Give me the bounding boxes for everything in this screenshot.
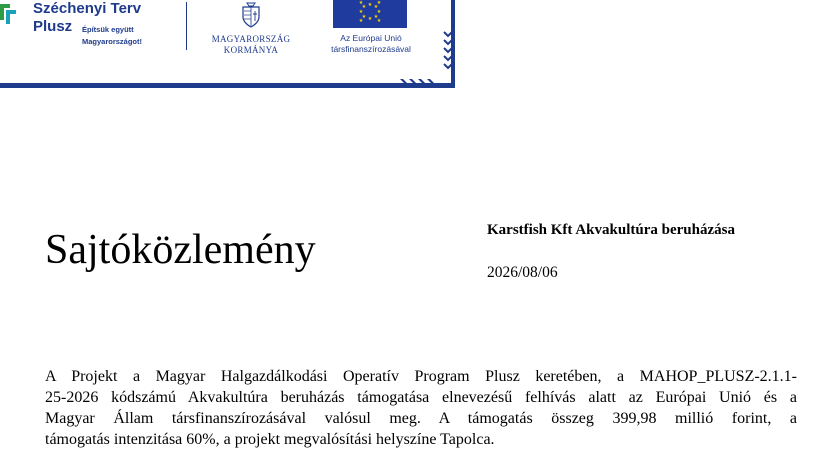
svg-text:★: ★ bbox=[361, 14, 367, 20]
svg-text:★: ★ bbox=[361, 4, 367, 10]
szechenyi-tagline-1: Építsük együtt bbox=[82, 25, 134, 34]
hungarian-crest-icon bbox=[238, 0, 264, 28]
svg-text:★: ★ bbox=[367, 16, 373, 22]
szechenyi-tagline-2: Magyarországot! bbox=[82, 37, 143, 46]
szechenyi-title: Széchenyi Terv bbox=[33, 0, 142, 17]
paragraph-line: 25-2026 kódszámú Akvakultúra beruházás támogatása elnevezésű felhívás alatt az Európai Unió és a bbox=[45, 389, 797, 406]
eu-line-2: társfinanszírozásával bbox=[331, 44, 411, 54]
chevron-decoration-icon bbox=[442, 30, 454, 78]
document-title: Sajtóközlemény bbox=[45, 227, 316, 273]
logo-divider bbox=[186, 2, 187, 50]
project-name: Karstfish Kft Akvakultúra beruházása bbox=[487, 222, 735, 238]
szechenyi-terv-logo-icon bbox=[0, 0, 16, 24]
body-paragraph bbox=[45, 366, 797, 450]
svg-text:★: ★ bbox=[358, 0, 364, 6]
eu-line-1: Az Európai Unió bbox=[340, 33, 402, 43]
eu-flag-icon bbox=[333, 0, 407, 28]
document-date: 2026/08/06 bbox=[487, 264, 558, 281]
szechenyi-plusz: Plusz bbox=[33, 18, 73, 35]
svg-text:★: ★ bbox=[376, 0, 382, 6]
government-line-1: MAGYARORSZÁG bbox=[211, 34, 291, 44]
svg-text:★: ★ bbox=[373, 4, 379, 10]
svg-text:★: ★ bbox=[376, 18, 382, 24]
paragraph-line: támogatás intenzitása 60%, a projekt megvalósítási helyszíne Tapolca. bbox=[45, 431, 495, 448]
svg-text:★: ★ bbox=[358, 9, 364, 15]
header-banner bbox=[0, 0, 455, 88]
svg-text:★: ★ bbox=[376, 9, 382, 15]
government-line-2: KORMÁNYA bbox=[223, 45, 279, 55]
chevron-decoration-bottom-icon bbox=[398, 78, 438, 88]
paragraph-line: A Projekt a Magyar Halgazdálkodási Operatív Program Plusz keretében, a MAHOP_PLUSZ-2.1.1- bbox=[45, 368, 797, 385]
svg-text:★: ★ bbox=[367, 2, 373, 8]
paragraph-line: Magyar Állam társfinanszírozásával valósul meg. A támogatás összeg 399,98 millió forint, a bbox=[45, 410, 797, 427]
svg-text:★: ★ bbox=[358, 18, 364, 24]
svg-text:★: ★ bbox=[373, 14, 379, 20]
